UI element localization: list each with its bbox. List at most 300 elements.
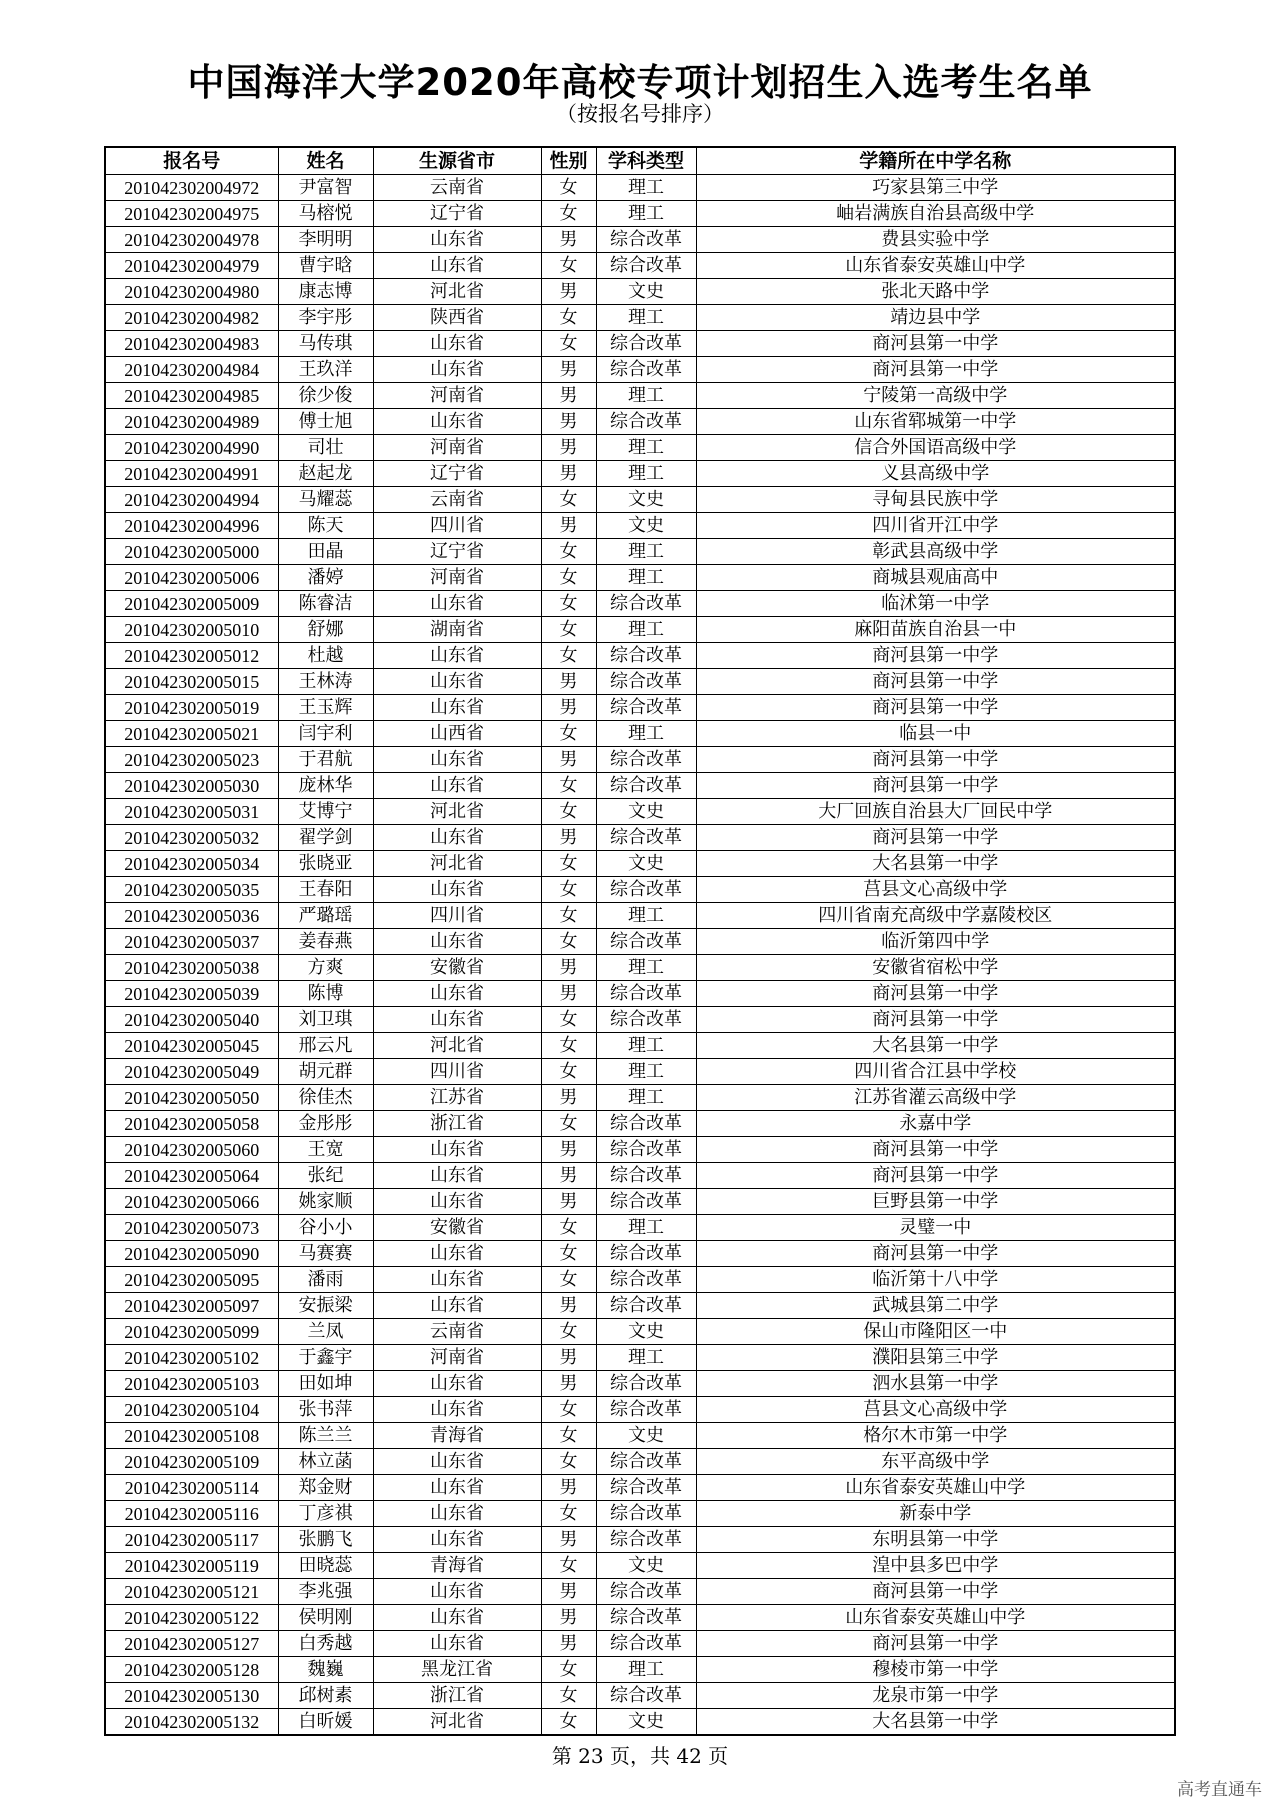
cell-school: 商河县第一中学: [696, 695, 1175, 721]
cell-subject-type: 理工: [596, 1033, 696, 1059]
cell-gender: 女: [541, 773, 596, 799]
table-row: [105, 539, 1175, 565]
cell-registration-id: 201042302005099: [105, 1319, 278, 1345]
table-row: [105, 929, 1175, 955]
cell-name: 李明明: [278, 227, 373, 253]
cell-name: 王玖洋: [278, 357, 373, 383]
cell-name: 侯明刚: [278, 1605, 373, 1631]
cell-registration-id: 201042302005090: [105, 1241, 278, 1267]
cell-school: 龙泉市第一中学: [696, 1683, 1175, 1709]
cell-subject-type: 综合改革: [596, 1631, 696, 1657]
cell-province: 山东省: [373, 1631, 541, 1657]
cell-subject-type: 理工: [596, 539, 696, 565]
cell-name: 李宇彤: [278, 305, 373, 331]
table-row: [105, 175, 1175, 201]
cell-subject-type: 综合改革: [596, 1267, 696, 1293]
cell-school: 莒县文心高级中学: [696, 1397, 1175, 1423]
table-row: [105, 461, 1175, 487]
cell-province: 河南省: [373, 383, 541, 409]
cell-school: 巨野县第一中学: [696, 1189, 1175, 1215]
cell-registration-id: 201042302005012: [105, 643, 278, 669]
cell-registration-id: 201042302004978: [105, 227, 278, 253]
table-body: [105, 175, 1175, 1736]
table-row: [105, 1007, 1175, 1033]
cell-subject-type: 文史: [596, 1709, 696, 1736]
table-row: [105, 799, 1175, 825]
cell-registration-id: 201042302005119: [105, 1553, 278, 1579]
cell-school: 武城县第二中学: [696, 1293, 1175, 1319]
cell-province: 山东省: [373, 591, 541, 617]
cell-school: 商河县第一中学: [696, 643, 1175, 669]
cell-school: 临沂第四中学: [696, 929, 1175, 955]
cell-registration-id: 201042302005064: [105, 1163, 278, 1189]
cell-subject-type: 理工: [596, 565, 696, 591]
cell-subject-type: 理工: [596, 305, 696, 331]
cell-registration-id: 201042302004982: [105, 305, 278, 331]
cell-province: 青海省: [373, 1553, 541, 1579]
cell-gender: 男: [541, 1579, 596, 1605]
cell-gender: 男: [541, 1605, 596, 1631]
cell-registration-id: 201042302005021: [105, 721, 278, 747]
cell-registration-id: 201042302004983: [105, 331, 278, 357]
cell-gender: 男: [541, 435, 596, 461]
cell-province: 山东省: [373, 643, 541, 669]
cell-subject-type: 综合改革: [596, 877, 696, 903]
table-row: [105, 1137, 1175, 1163]
watermark: 高考直通车: [1177, 1780, 1262, 1800]
cell-name: 赵起龙: [278, 461, 373, 487]
cell-registration-id: 201042302005095: [105, 1267, 278, 1293]
cell-gender: 男: [541, 1371, 596, 1397]
cell-subject-type: 综合改革: [596, 1163, 696, 1189]
cell-registration-id: 201042302005097: [105, 1293, 278, 1319]
cell-name: 白秀越: [278, 1631, 373, 1657]
cell-subject-type: 理工: [596, 903, 696, 929]
cell-school: 泗水县第一中学: [696, 1371, 1175, 1397]
cell-gender: 女: [541, 1553, 596, 1579]
cell-name: 曹宇晗: [278, 253, 373, 279]
cell-name: 傅士旭: [278, 409, 373, 435]
cell-subject-type: 综合改革: [596, 1137, 696, 1163]
cell-subject-type: 综合改革: [596, 1111, 696, 1137]
cell-subject-type: 综合改革: [596, 695, 696, 721]
cell-name: 金彤彤: [278, 1111, 373, 1137]
cell-gender: 男: [541, 981, 596, 1007]
cell-registration-id: 201042302005049: [105, 1059, 278, 1085]
cell-province: 山东省: [373, 1501, 541, 1527]
cell-gender: 男: [541, 1631, 596, 1657]
cell-province: 山东省: [373, 747, 541, 773]
cell-registration-id: 201042302005108: [105, 1423, 278, 1449]
table-row: [105, 1501, 1175, 1527]
cell-school: 商河县第一中学: [696, 1007, 1175, 1033]
cell-registration-id: 201042302005050: [105, 1085, 278, 1111]
cell-gender: 男: [541, 279, 596, 305]
cell-gender: 女: [541, 643, 596, 669]
table-row: [105, 1657, 1175, 1683]
cell-subject-type: 综合改革: [596, 1683, 696, 1709]
cell-province: 山东省: [373, 1007, 541, 1033]
cell-subject-type: 文史: [596, 851, 696, 877]
cell-school: 四川省南充高级中学嘉陵校区: [696, 903, 1175, 929]
cell-province: 山东省: [373, 409, 541, 435]
cell-province: 山东省: [373, 773, 541, 799]
cell-gender: 女: [541, 331, 596, 357]
cell-registration-id: 201042302005000: [105, 539, 278, 565]
cell-school: 山东省泰安英雄山中学: [696, 1605, 1175, 1631]
cell-name: 艾博宁: [278, 799, 373, 825]
cell-name: 安振梁: [278, 1293, 373, 1319]
table-row: [105, 669, 1175, 695]
cell-gender: 女: [541, 617, 596, 643]
cell-province: 河北省: [373, 1033, 541, 1059]
table-row: [105, 253, 1175, 279]
cell-name: 于君航: [278, 747, 373, 773]
table-row: [105, 851, 1175, 877]
cell-subject-type: 综合改革: [596, 227, 696, 253]
cell-name: 王宽: [278, 1137, 373, 1163]
cell-province: 河北省: [373, 1709, 541, 1736]
cell-gender: 女: [541, 1423, 596, 1449]
cell-province: 四川省: [373, 903, 541, 929]
cell-gender: 男: [541, 1293, 596, 1319]
cell-subject-type: 理工: [596, 1657, 696, 1683]
cell-province: 浙江省: [373, 1683, 541, 1709]
cell-province: 浙江省: [373, 1111, 541, 1137]
cell-province: 辽宁省: [373, 539, 541, 565]
cell-name: 魏巍: [278, 1657, 373, 1683]
cell-school: 大名县第一中学: [696, 851, 1175, 877]
cell-school: 保山市隆阳区一中: [696, 1319, 1175, 1345]
cell-gender: 男: [541, 695, 596, 721]
cell-gender: 男: [541, 1163, 596, 1189]
cell-school: 临沭第一中学: [696, 591, 1175, 617]
table-row: [105, 1579, 1175, 1605]
cell-gender: 男: [541, 747, 596, 773]
cell-school: 商河县第一中学: [696, 825, 1175, 851]
cell-registration-id: 201042302005117: [105, 1527, 278, 1553]
cell-school: 巧家县第三中学: [696, 175, 1175, 201]
table-row: [105, 565, 1175, 591]
cell-gender: 女: [541, 1657, 596, 1683]
cell-school: 商河县第一中学: [696, 669, 1175, 695]
cell-school: 安徽省宿松中学: [696, 955, 1175, 981]
cell-name: 陈天: [278, 513, 373, 539]
cell-gender: 男: [541, 357, 596, 383]
cell-school: 新泰中学: [696, 1501, 1175, 1527]
cell-subject-type: 综合改革: [596, 1605, 696, 1631]
cell-gender: 女: [541, 175, 596, 201]
cell-name: 方爽: [278, 955, 373, 981]
cell-name: 康志博: [278, 279, 373, 305]
cell-gender: 女: [541, 1241, 596, 1267]
table-row: [105, 643, 1175, 669]
cell-name: 陈睿洁: [278, 591, 373, 617]
table-row: [105, 227, 1175, 253]
cell-registration-id: 201042302005127: [105, 1631, 278, 1657]
cell-name: 马耀蕊: [278, 487, 373, 513]
cell-school: 东明县第一中学: [696, 1527, 1175, 1553]
cell-province: 山东省: [373, 695, 541, 721]
cell-school: 临县一中: [696, 721, 1175, 747]
cell-subject-type: 理工: [596, 1345, 696, 1371]
cell-subject-type: 理工: [596, 721, 696, 747]
cell-name: 白昕媛: [278, 1709, 373, 1736]
cell-registration-id: 201042302005031: [105, 799, 278, 825]
cell-province: 山东省: [373, 1397, 541, 1423]
cell-gender: 女: [541, 1033, 596, 1059]
cell-province: 陕西省: [373, 305, 541, 331]
cell-province: 山东省: [373, 1163, 541, 1189]
cell-subject-type: 理工: [596, 201, 696, 227]
cell-gender: 女: [541, 799, 596, 825]
cell-registration-id: 201042302005009: [105, 591, 278, 617]
cell-subject-type: 理工: [596, 1215, 696, 1241]
cell-gender: 女: [541, 1319, 596, 1345]
cell-province: 四川省: [373, 513, 541, 539]
cell-province: 山东省: [373, 1579, 541, 1605]
table-header-row: [105, 147, 1175, 175]
cell-registration-id: 201042302005114: [105, 1475, 278, 1501]
cell-gender: 男: [541, 1189, 596, 1215]
cell-subject-type: 文史: [596, 513, 696, 539]
cell-gender: 女: [541, 1267, 596, 1293]
cell-gender: 女: [541, 565, 596, 591]
table-row: [105, 877, 1175, 903]
cell-province: 安徽省: [373, 1215, 541, 1241]
cell-school: 商河县第一中学: [696, 1163, 1175, 1189]
cell-school: 信合外国语高级中学: [696, 435, 1175, 461]
cell-province: 云南省: [373, 1319, 541, 1345]
cell-province: 山东省: [373, 1189, 541, 1215]
cell-registration-id: 201042302004989: [105, 409, 278, 435]
page-title: 中国海洋大学2020年高校专项计划招生入选考生名单: [187, 61, 1093, 104]
cell-gender: 女: [541, 1709, 596, 1736]
cell-gender: 男: [541, 955, 596, 981]
cell-province: 山东省: [373, 981, 541, 1007]
table-row: [105, 825, 1175, 851]
cell-province: 云南省: [373, 175, 541, 201]
table-row: [105, 1631, 1175, 1657]
admission-list-table: [104, 146, 1176, 1736]
cell-registration-id: 201042302005130: [105, 1683, 278, 1709]
table-row: [105, 1345, 1175, 1371]
table-row: [105, 1241, 1175, 1267]
cell-name: 潘婷: [278, 565, 373, 591]
cell-school: 商河县第一中学: [696, 747, 1175, 773]
cell-registration-id: 201042302004980: [105, 279, 278, 305]
cell-name: 严璐瑶: [278, 903, 373, 929]
cell-name: 庞林华: [278, 773, 373, 799]
cell-gender: 男: [541, 513, 596, 539]
cell-province: 山东省: [373, 227, 541, 253]
table-header: [105, 147, 1175, 175]
cell-name: 王春阳: [278, 877, 373, 903]
cell-registration-id: 201042302005104: [105, 1397, 278, 1423]
cell-gender: 男: [541, 1085, 596, 1111]
cell-registration-id: 201042302005058: [105, 1111, 278, 1137]
cell-name: 翟学剑: [278, 825, 373, 851]
cell-registration-id: 201042302005036: [105, 903, 278, 929]
cell-name: 马榕悦: [278, 201, 373, 227]
cell-name: 马赛赛: [278, 1241, 373, 1267]
cell-province: 山东省: [373, 331, 541, 357]
cell-subject-type: 综合改革: [596, 643, 696, 669]
cell-school: 山东省郓城第一中学: [696, 409, 1175, 435]
table-row: [105, 1215, 1175, 1241]
cell-subject-type: 理工: [596, 175, 696, 201]
cell-registration-id: 201042302005019: [105, 695, 278, 721]
cell-name: 刘卫琪: [278, 1007, 373, 1033]
cell-school: 四川省合江县中学校: [696, 1059, 1175, 1085]
cell-province: 山东省: [373, 1137, 541, 1163]
cell-subject-type: 综合改革: [596, 1501, 696, 1527]
cell-name: 田晶: [278, 539, 373, 565]
cell-province: 山西省: [373, 721, 541, 747]
cell-gender: 女: [541, 1215, 596, 1241]
cell-gender: 女: [541, 929, 596, 955]
cell-subject-type: 综合改革: [596, 409, 696, 435]
table-row: [105, 1163, 1175, 1189]
cell-province: 山东省: [373, 1267, 541, 1293]
cell-name: 邱树素: [278, 1683, 373, 1709]
table-row: [105, 1059, 1175, 1085]
cell-registration-id: 201042302005039: [105, 981, 278, 1007]
cell-name: 王玉辉: [278, 695, 373, 721]
cell-school: 商河县第一中学: [696, 1241, 1175, 1267]
cell-school: 四川省开江中学: [696, 513, 1175, 539]
cell-registration-id: 201042302005128: [105, 1657, 278, 1683]
cell-name: 张纪: [278, 1163, 373, 1189]
cell-school: 商河县第一中学: [696, 1579, 1175, 1605]
cell-registration-id: 201042302005035: [105, 877, 278, 903]
cell-subject-type: 理工: [596, 617, 696, 643]
cell-subject-type: 综合改革: [596, 1371, 696, 1397]
cell-subject-type: 综合改革: [596, 929, 696, 955]
cell-province: 黑龙江省: [373, 1657, 541, 1683]
table-row: [105, 409, 1175, 435]
cell-gender: 女: [541, 1449, 596, 1475]
cell-registration-id: 201042302005015: [105, 669, 278, 695]
cell-province: 山东省: [373, 253, 541, 279]
cell-gender: 男: [541, 1345, 596, 1371]
cell-registration-id: 201042302005040: [105, 1007, 278, 1033]
table-row: [105, 279, 1175, 305]
cell-name: 尹富智: [278, 175, 373, 201]
cell-gender: 女: [541, 539, 596, 565]
cell-gender: 男: [541, 1527, 596, 1553]
cell-school: 格尔木市第一中学: [696, 1423, 1175, 1449]
cell-gender: 男: [541, 383, 596, 409]
cell-province: 辽宁省: [373, 201, 541, 227]
cell-province: 山东省: [373, 1475, 541, 1501]
table-row: [105, 591, 1175, 617]
cell-subject-type: 综合改革: [596, 825, 696, 851]
cell-gender: 女: [541, 903, 596, 929]
cell-registration-id: 201042302005030: [105, 773, 278, 799]
cell-registration-id: 201042302005132: [105, 1709, 278, 1736]
cell-registration-id: 201042302004975: [105, 201, 278, 227]
cell-subject-type: 文史: [596, 1423, 696, 1449]
cell-province: 河北省: [373, 279, 541, 305]
cell-registration-id: 201042302005032: [105, 825, 278, 851]
column-header-school: 学籍所在中学名称: [696, 147, 1175, 175]
cell-province: 河北省: [373, 799, 541, 825]
cell-name: 郑金财: [278, 1475, 373, 1501]
cell-name: 兰凤: [278, 1319, 373, 1345]
cell-name: 于鑫宇: [278, 1345, 373, 1371]
cell-name: 张鹏飞: [278, 1527, 373, 1553]
cell-school: 商河县第一中学: [696, 773, 1175, 799]
table-row: [105, 1033, 1175, 1059]
cell-name: 胡元群: [278, 1059, 373, 1085]
cell-registration-id: 201042302005121: [105, 1579, 278, 1605]
table-row: [105, 747, 1175, 773]
cell-gender: 男: [541, 1137, 596, 1163]
cell-subject-type: 理工: [596, 461, 696, 487]
table-row: [105, 357, 1175, 383]
cell-province: 山东省: [373, 1449, 541, 1475]
cell-school: 山东省泰安英雄山中学: [696, 253, 1175, 279]
cell-gender: 男: [541, 1475, 596, 1501]
column-header-subject-type: 学科类型: [596, 147, 696, 175]
cell-province: 江苏省: [373, 1085, 541, 1111]
cell-province: 河南省: [373, 435, 541, 461]
cell-school: 麻阳苗族自治县一中: [696, 617, 1175, 643]
cell-registration-id: 201042302004972: [105, 175, 278, 201]
cell-school: 寻甸县民族中学: [696, 487, 1175, 513]
cell-school: 岫岩满族自治县高级中学: [696, 201, 1175, 227]
cell-gender: 女: [541, 851, 596, 877]
cell-school: 大厂回族自治县大厂回民中学: [696, 799, 1175, 825]
cell-province: 山东省: [373, 929, 541, 955]
table-row: [105, 695, 1175, 721]
cell-school: 商城县观庙高中: [696, 565, 1175, 591]
cell-subject-type: 理工: [596, 383, 696, 409]
cell-subject-type: 综合改革: [596, 331, 696, 357]
cell-gender: 女: [541, 305, 596, 331]
cell-name: 李兆强: [278, 1579, 373, 1605]
cell-subject-type: 文史: [596, 1553, 696, 1579]
cell-gender: 女: [541, 1111, 596, 1137]
cell-subject-type: 综合改革: [596, 1007, 696, 1033]
column-header-province: 生源省市: [373, 147, 541, 175]
table-row: [105, 1111, 1175, 1137]
cell-province: 四川省: [373, 1059, 541, 1085]
cell-province: 河北省: [373, 851, 541, 877]
table-row: [105, 1189, 1175, 1215]
cell-name: 张书萍: [278, 1397, 373, 1423]
table-row: [105, 331, 1175, 357]
cell-registration-id: 201042302005116: [105, 1501, 278, 1527]
table-row: [105, 1449, 1175, 1475]
cell-school: 商河县第一中学: [696, 981, 1175, 1007]
table-row: [105, 1397, 1175, 1423]
table-row: [105, 1553, 1175, 1579]
cell-school: 临沂第十八中学: [696, 1267, 1175, 1293]
cell-school: 商河县第一中学: [696, 1137, 1175, 1163]
cell-province: 山东省: [373, 1371, 541, 1397]
cell-subject-type: 文史: [596, 1319, 696, 1345]
cell-registration-id: 201042302005103: [105, 1371, 278, 1397]
cell-registration-id: 201042302005122: [105, 1605, 278, 1631]
cell-school: 永嘉中学: [696, 1111, 1175, 1137]
cell-registration-id: 201042302005010: [105, 617, 278, 643]
cell-registration-id: 201042302005102: [105, 1345, 278, 1371]
cell-name: 姜春燕: [278, 929, 373, 955]
table-row: [105, 1293, 1175, 1319]
table-row: [105, 721, 1175, 747]
